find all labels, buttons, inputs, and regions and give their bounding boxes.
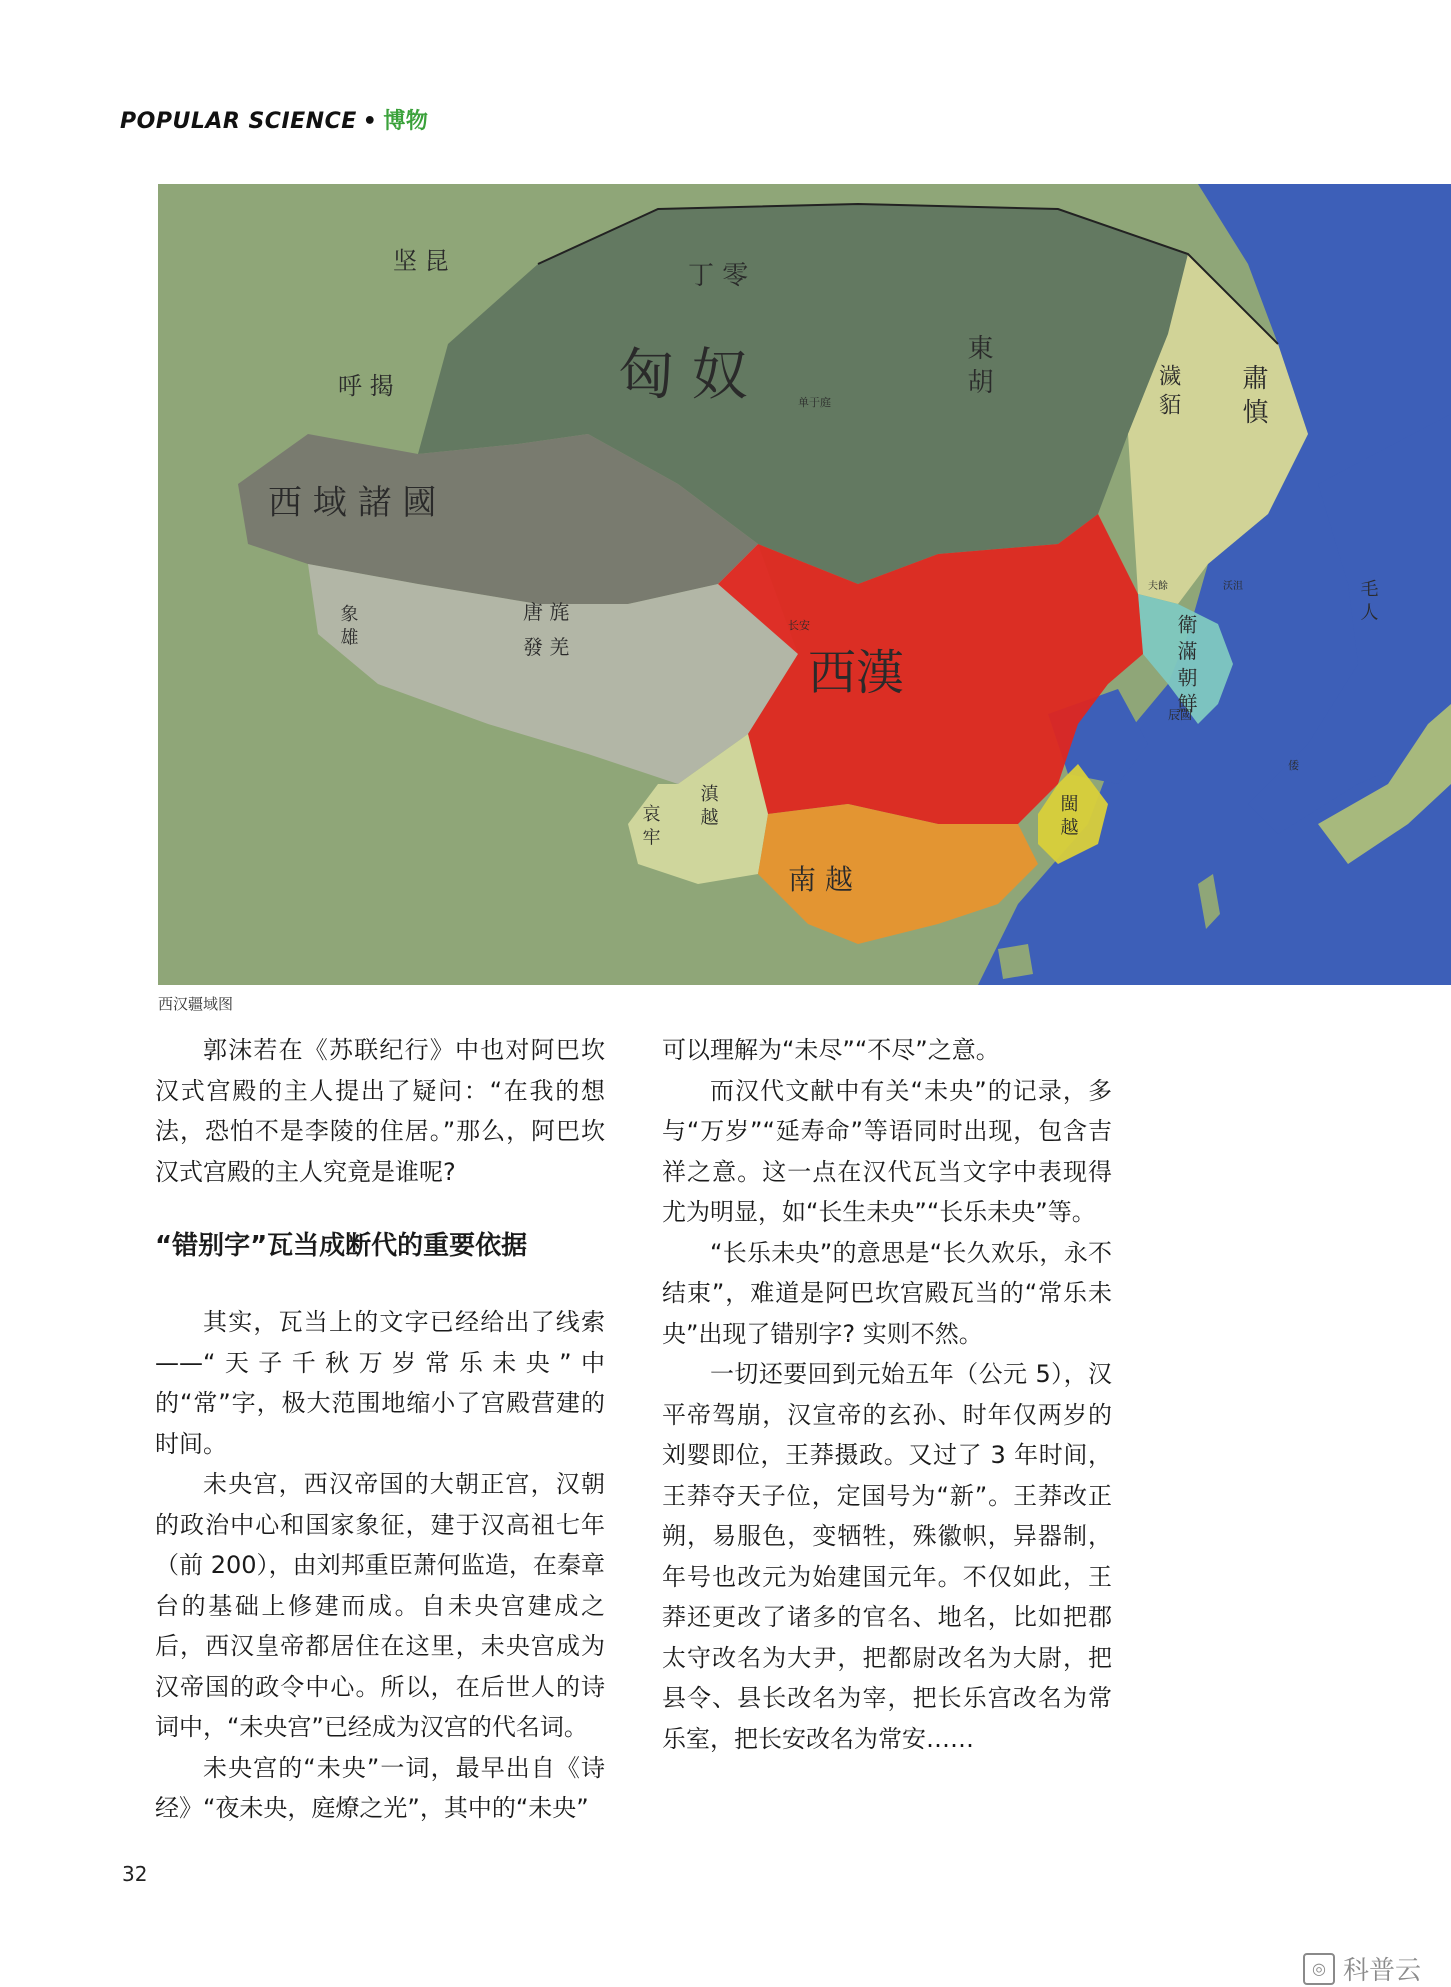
label-maoren: 毛 人 [1357,579,1379,621]
label-wo: 倭 [1288,759,1299,772]
hainan-island [998,944,1033,979]
label-donghu: 東 胡 [963,334,993,395]
label-chanyuting: 单于庭 [798,396,831,409]
section-heading: “错别字”瓦当成断代的重要依据 [155,1231,528,1261]
label-jiankun: 坚 昆 [393,247,449,275]
han-territory-map [158,184,1451,985]
label-xihan: 西漢 [808,645,905,701]
header-separator: • [362,109,378,134]
label-fuyu: 夫餘 [1148,581,1168,592]
paragraph: 未央宫的“未央”一词，最早出自《诗经》“夜未央，庭燎之光”，其中的“未央” [155,1753,605,1822]
page-number: 32 [122,1862,148,1886]
label-woju: 沃沮 [1223,581,1243,592]
label-ailao: 哀 牢 [639,804,661,846]
watermark [1303,1950,1421,1987]
label-sushen: 肅 慎 [1238,364,1268,425]
label-minyue: 閩 越 [1057,794,1079,836]
watermark-text: 科普云 [1342,1956,1421,1986]
map-caption: 西汉疆域图 [158,995,234,1013]
paragraph: 可以理解为“未尽”“不尽”之意。 [662,1036,1000,1064]
paragraph: 未央宫，西汉帝国的大朝正宫，汉朝的政治中心和国家象征，建于汉高祖七年（前 200），由刘邦重臣萧何监造，在秦章台的基础上修建而成。自未央宫建成之后，西汉皇帝都居住在这里，未央宫成为汉帝国的政令中心。所以，在后世人的诗词中，“未央宫”已经成为汉宫的代名词。 [155,1470,605,1741]
magazine-name: POPULAR SCIENCE [120,109,357,134]
label-tangmao: 唐 旄 [523,600,570,624]
label-xiyu: 西 域 諸 國 [268,483,437,523]
article-right-column [662,1030,1112,1759]
paragraph: “长乐未央”的意思是“长久欢乐，永不结束”，难道是阿巴坎宫殿瓦当的“常乐未央”出现了错别字? 实则不然。 [662,1238,1112,1348]
paragraph: 一切还要回到元始五年（公元 5），汉平帝驾崩，汉宣帝的玄孙、时年仅两岁的刘婴即位，王莽摄政。又过了 3 年时间，王莽夺天子位，定国号为“新”。王莽改正朔，易服色，变牺牲，殊徽帜，异器制，年号也改元为始建国元年。不仅如此，王莽还更改了诸多的官名、地名，比如把郡太守改名为大尹，把都尉改名为大尉，把县令、县长改名为宰，把长乐宫改名为常乐室，把长安改名为常安…… [662,1360,1112,1753]
article-left-column [155,1030,605,1829]
label-changan: 长安 [788,619,810,632]
label-weiman: 衛 滿 朝 鮮 [1174,614,1198,714]
label-chenguo: 辰國 [1168,708,1193,722]
label-dingling: 丁 零 [688,261,749,291]
label-xiongnu: 匈 奴 [618,343,748,408]
label-xiangxiong: 象 雄 [337,604,359,646]
paragraph: 其实，瓦当上的文字已经给出了线索——“天子千秋万岁常乐未央”中的“常”字，极大范围地缩小了宫殿营建的时间。 [155,1308,605,1458]
label-huimo: 濊 貊 [1155,364,1181,415]
section-name: 博物 [383,109,429,134]
label-hujie: 呼 揭 [338,372,394,400]
paragraph: 郭沫若在《苏联纪行》中也对阿巴坎汉式宫殿的主人提出了疑问：“在我的想法，恐怕不是李陵的住居。”那么，阿巴坎汉式宫殿的主人究竟是谁呢? [155,1036,605,1186]
magazine-header [120,104,428,135]
paragraph: 而汉代文献中有关“未央”的记录，多与“万岁”“延寿命”等语同时出现，包含吉祥之意。这一点在汉代瓦当文字中表现得尤为明显，如“长生未央”“长乐未央”等。 [662,1076,1112,1226]
kepuyun-logo-icon: ◎ [1303,1953,1335,1985]
map-canvas [158,184,1451,985]
label-faqiang: 發 羌 [523,635,570,659]
label-nanyue: 南 越 [788,863,853,896]
label-dianyue: 滇 越 [697,784,719,826]
